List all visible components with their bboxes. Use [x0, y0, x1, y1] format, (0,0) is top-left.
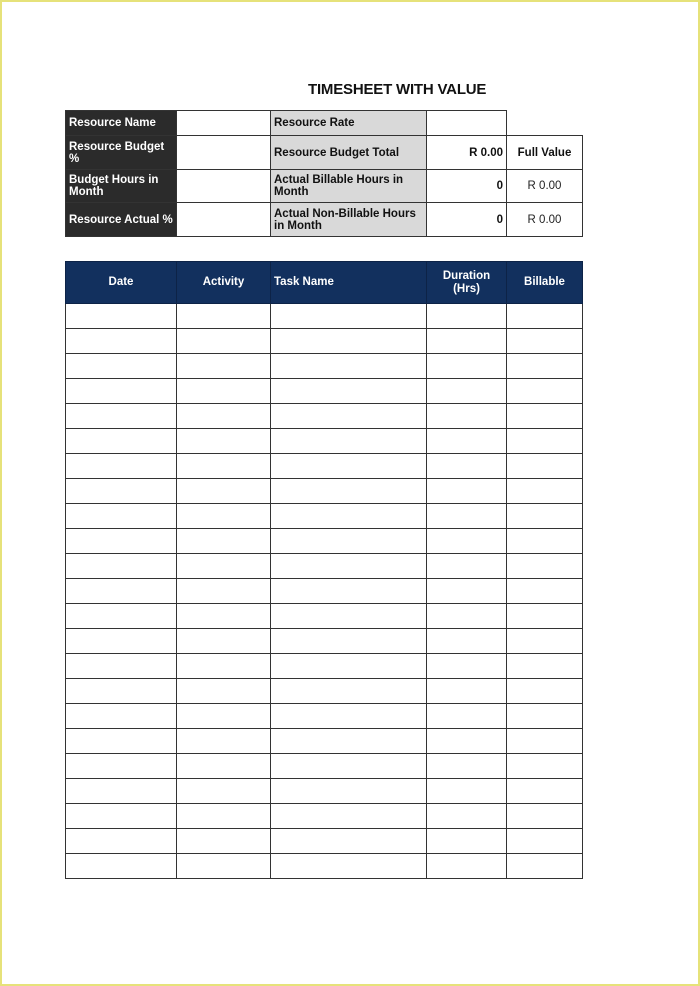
task-name-cell[interactable]	[271, 329, 427, 354]
column-header-task-name: Task Name	[271, 262, 427, 304]
actual-billable-value: R 0.00	[507, 170, 583, 203]
activity-cell[interactable]	[177, 629, 271, 654]
date-cell[interactable]	[66, 579, 177, 604]
duration-cell[interactable]	[427, 329, 507, 354]
summary-row	[66, 170, 583, 203]
activity-cell[interactable]	[177, 654, 271, 679]
task-name-cell[interactable]	[271, 604, 427, 629]
date-cell[interactable]	[66, 329, 177, 354]
billable-cell[interactable]	[507, 854, 583, 879]
summary-table	[65, 110, 583, 237]
date-cell[interactable]	[66, 629, 177, 654]
duration-cell[interactable]	[427, 829, 507, 854]
duration-cell[interactable]	[427, 729, 507, 754]
duration-cell[interactable]	[427, 679, 507, 704]
task-name-cell[interactable]	[271, 704, 427, 729]
billable-cell[interactable]	[507, 754, 583, 779]
table-row	[66, 479, 583, 504]
date-cell[interactable]	[66, 529, 177, 554]
resource-budget-total-value: R 0.00	[427, 136, 507, 170]
column-header-activity: Activity	[177, 262, 271, 304]
activity-cell[interactable]	[177, 404, 271, 429]
table-row	[66, 854, 583, 879]
date-cell[interactable]	[66, 679, 177, 704]
table-row	[66, 504, 583, 529]
table-row	[66, 754, 583, 779]
billable-cell[interactable]	[507, 429, 583, 454]
activity-cell[interactable]	[177, 304, 271, 329]
date-cell[interactable]	[66, 654, 177, 679]
task-name-cell[interactable]	[271, 404, 427, 429]
duration-cell[interactable]	[427, 804, 507, 829]
actual-billable-label: Actual Billable Hours in Month	[271, 170, 427, 203]
date-cell[interactable]	[66, 604, 177, 629]
activity-cell[interactable]	[177, 829, 271, 854]
activity-cell[interactable]	[177, 704, 271, 729]
date-cell[interactable]	[66, 379, 177, 404]
billable-cell[interactable]	[507, 379, 583, 404]
activity-cell[interactable]	[177, 729, 271, 754]
table-row	[66, 704, 583, 729]
duration-cell[interactable]	[427, 379, 507, 404]
duration-cell[interactable]	[427, 454, 507, 479]
billable-cell[interactable]	[507, 454, 583, 479]
task-name-cell[interactable]	[271, 804, 427, 829]
date-cell[interactable]	[66, 304, 177, 329]
billable-cell[interactable]	[507, 804, 583, 829]
billable-cell[interactable]	[507, 729, 583, 754]
table-row	[66, 629, 583, 654]
date-cell[interactable]	[66, 729, 177, 754]
activity-cell[interactable]	[177, 554, 271, 579]
table-row	[66, 454, 583, 479]
task-name-cell[interactable]	[271, 779, 427, 804]
resource-budget-pct-label: Resource Budget %	[66, 136, 177, 170]
date-cell[interactable]	[66, 829, 177, 854]
task-name-cell[interactable]	[271, 379, 427, 404]
activity-cell[interactable]	[177, 604, 271, 629]
table-row	[66, 404, 583, 429]
duration-cell[interactable]	[427, 429, 507, 454]
date-cell[interactable]	[66, 704, 177, 729]
date-cell[interactable]	[66, 429, 177, 454]
activity-cell[interactable]	[177, 579, 271, 604]
billable-cell[interactable]	[507, 329, 583, 354]
date-cell[interactable]	[66, 504, 177, 529]
activity-cell[interactable]	[177, 779, 271, 804]
activity-cell[interactable]	[177, 504, 271, 529]
task-name-cell[interactable]	[271, 629, 427, 654]
task-name-cell[interactable]	[271, 754, 427, 779]
budget-hours-field[interactable]	[177, 170, 271, 203]
activity-cell[interactable]	[177, 479, 271, 504]
task-name-cell[interactable]	[271, 454, 427, 479]
resource-rate-field[interactable]	[427, 111, 507, 136]
resource-rate-label: Resource Rate	[271, 111, 427, 136]
duration-cell[interactable]	[427, 354, 507, 379]
date-cell[interactable]	[66, 804, 177, 829]
activity-cell[interactable]	[177, 429, 271, 454]
resource-name-field[interactable]	[177, 111, 271, 136]
budget-hours-label: Budget Hours in Month	[66, 170, 177, 203]
task-name-cell[interactable]	[271, 554, 427, 579]
activity-cell[interactable]	[177, 804, 271, 829]
duration-cell[interactable]	[427, 304, 507, 329]
billable-cell[interactable]	[507, 629, 583, 654]
column-header-billable: Billable	[507, 262, 583, 304]
table-row	[66, 654, 583, 679]
billable-cell[interactable]	[507, 404, 583, 429]
task-name-cell[interactable]	[271, 729, 427, 754]
task-name-cell[interactable]	[271, 679, 427, 704]
date-cell[interactable]	[66, 854, 177, 879]
task-name-cell[interactable]	[271, 504, 427, 529]
duration-cell[interactable]	[427, 629, 507, 654]
table-row	[66, 429, 583, 454]
table-row	[66, 379, 583, 404]
table-row	[66, 579, 583, 604]
date-cell[interactable]	[66, 354, 177, 379]
duration-cell[interactable]	[427, 504, 507, 529]
table-row	[66, 729, 583, 754]
column-header-duration: Duration (Hrs)	[427, 262, 507, 304]
page-title: TIMESHEET WITH VALUE	[308, 81, 487, 98]
actual-nonbillable-label: Actual Non-Billable Hours in Month	[271, 203, 427, 237]
table-row	[66, 804, 583, 829]
summary-row	[66, 136, 583, 170]
resource-actual-pct-field[interactable]	[177, 203, 271, 237]
activity-cell[interactable]	[177, 754, 271, 779]
resource-budget-pct-field[interactable]	[177, 136, 271, 170]
duration-cell[interactable]	[427, 554, 507, 579]
billable-cell[interactable]	[507, 779, 583, 804]
duration-cell[interactable]	[427, 754, 507, 779]
task-name-cell[interactable]	[271, 529, 427, 554]
timesheet-body	[66, 304, 583, 879]
table-row	[66, 554, 583, 579]
billable-cell[interactable]	[507, 679, 583, 704]
task-name-cell[interactable]	[271, 429, 427, 454]
task-name-cell[interactable]	[271, 304, 427, 329]
table-row	[66, 679, 583, 704]
activity-cell[interactable]	[177, 379, 271, 404]
duration-cell[interactable]	[427, 854, 507, 879]
duration-cell[interactable]	[427, 404, 507, 429]
activity-cell[interactable]	[177, 354, 271, 379]
duration-cell[interactable]	[427, 704, 507, 729]
billable-cell[interactable]	[507, 529, 583, 554]
billable-cell[interactable]	[507, 829, 583, 854]
actual-nonbillable-hours: 0	[427, 203, 507, 237]
activity-cell[interactable]	[177, 454, 271, 479]
duration-cell[interactable]	[427, 579, 507, 604]
resource-name-label: Resource Name	[66, 111, 177, 136]
empty-cell	[507, 111, 583, 136]
task-name-cell[interactable]	[271, 354, 427, 379]
date-cell[interactable]	[66, 479, 177, 504]
task-name-cell[interactable]	[271, 829, 427, 854]
table-row	[66, 779, 583, 804]
billable-cell[interactable]	[507, 604, 583, 629]
table-row	[66, 354, 583, 379]
duration-cell[interactable]	[427, 479, 507, 504]
actual-billable-hours: 0	[427, 170, 507, 203]
column-header-date: Date	[66, 262, 177, 304]
task-name-cell[interactable]	[271, 854, 427, 879]
date-cell[interactable]	[66, 454, 177, 479]
duration-cell[interactable]	[427, 654, 507, 679]
table-row	[66, 829, 583, 854]
table-row	[66, 329, 583, 354]
summary-row	[66, 111, 583, 136]
duration-cell[interactable]	[427, 779, 507, 804]
timesheet-header-row	[66, 262, 583, 304]
table-row	[66, 304, 583, 329]
table-row	[66, 529, 583, 554]
billable-cell[interactable]	[507, 554, 583, 579]
activity-cell[interactable]	[177, 679, 271, 704]
task-name-cell[interactable]	[271, 654, 427, 679]
resource-budget-total-label: Resource Budget Total	[271, 136, 427, 170]
billable-cell[interactable]	[507, 479, 583, 504]
billable-cell[interactable]	[507, 704, 583, 729]
summary-row	[66, 203, 583, 237]
date-cell[interactable]	[66, 404, 177, 429]
date-cell[interactable]	[66, 754, 177, 779]
billable-cell[interactable]	[507, 354, 583, 379]
billable-cell[interactable]	[507, 304, 583, 329]
task-name-cell[interactable]	[271, 479, 427, 504]
activity-cell[interactable]	[177, 854, 271, 879]
billable-cell[interactable]	[507, 504, 583, 529]
full-value-label: Full Value	[507, 136, 583, 170]
duration-cell[interactable]	[427, 604, 507, 629]
duration-cell[interactable]	[427, 529, 507, 554]
actual-nonbillable-value: R 0.00	[507, 203, 583, 237]
table-row	[66, 604, 583, 629]
timesheet-table	[65, 261, 583, 879]
resource-actual-pct-label: Resource Actual %	[66, 203, 177, 237]
activity-cell[interactable]	[177, 329, 271, 354]
billable-cell[interactable]	[507, 654, 583, 679]
activity-cell[interactable]	[177, 529, 271, 554]
date-cell[interactable]	[66, 779, 177, 804]
task-name-cell[interactable]	[271, 579, 427, 604]
date-cell[interactable]	[66, 554, 177, 579]
billable-cell[interactable]	[507, 579, 583, 604]
